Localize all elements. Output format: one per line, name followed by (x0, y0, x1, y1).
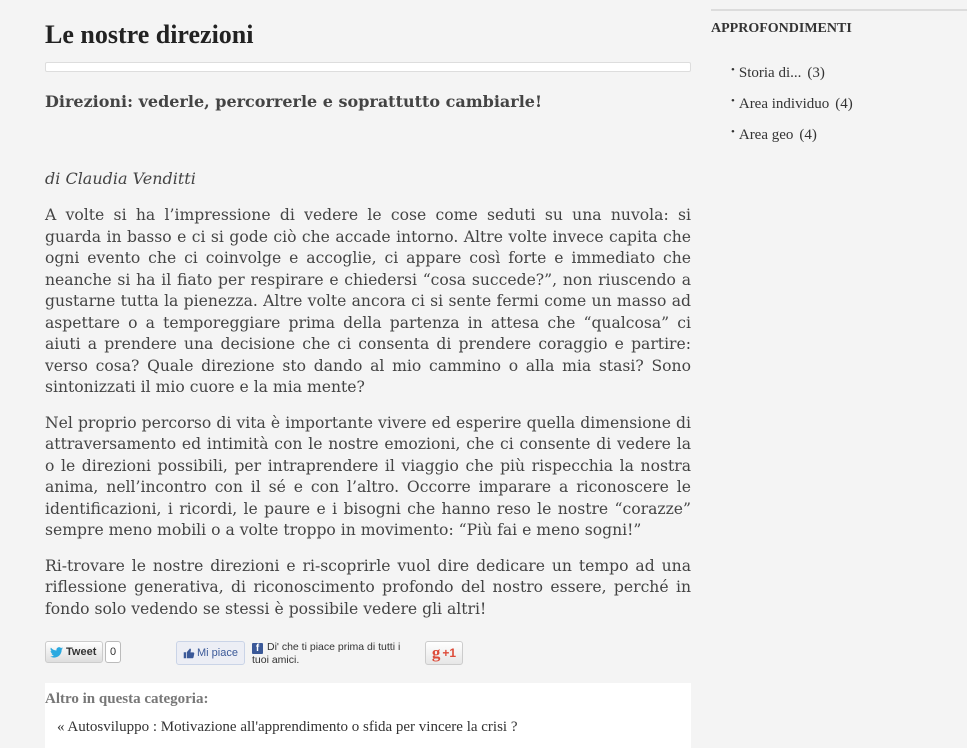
related-articles-box (45, 683, 691, 748)
twitter-bird-icon (50, 647, 63, 658)
sidebar-item-area-geo[interactable] (731, 122, 853, 153)
social-share-bar (45, 641, 691, 667)
tweet-count: 0 (105, 641, 121, 663)
google-plus-button[interactable] (425, 641, 463, 665)
tweet-button[interactable] (45, 641, 103, 663)
bullet-icon: • (731, 95, 735, 107)
title-divider (45, 62, 691, 72)
facebook-like-button[interactable] (176, 641, 245, 665)
page-title: Le nostre direzioni (45, 20, 254, 49)
sidebar-item-storia[interactable] (731, 60, 853, 91)
sidebar-list (731, 60, 853, 153)
sidebar-divider (711, 9, 967, 11)
facebook-like-note (252, 641, 412, 667)
sidebar-item-label: Storia di... (738, 65, 802, 81)
sidebar-item-label: Area individuo (738, 96, 830, 112)
gplus-label: +1 (442, 646, 457, 660)
tweet-label: Tweet (66, 646, 97, 658)
article-subtitle: Direzioni: vederle, percorrerle e soprattutto cambiarle! (45, 92, 542, 111)
sidebar-heading: APPROFONDIMENTI (711, 21, 852, 36)
bullet-icon: • (731, 126, 735, 138)
bullet-icon: • (731, 64, 735, 76)
thumbs-up-icon (183, 647, 195, 659)
like-label: Mi piace (197, 647, 238, 659)
previous-article-link[interactable]: « Autosviluppo : Motivazione all'apprendimento o sfida per vincere la crisi ? (57, 719, 518, 735)
sidebar-item-label: Area geo (738, 127, 794, 143)
article-paragraph: Nel proprio percorso di vita è importante vivere ed esperire quella dimensione di attraversamento ed intimità con le nostre emozioni, che ci consente di vedere la o le direzioni possibili, per intraprendere il viaggio che più rispecchia la nostra anima, nell’incontro con il sé e con l’altro. Occorre imparare a riconoscere le identificazioni, i ricordi, le paure e i bisogni che hanno reso le nostre “corazze” sempre meno mobili o a volte troppo in movimento: “Più fai e meno sogni!” (45, 413, 691, 539)
google-g-icon: g (431, 643, 441, 662)
article-author: di Claudia Venditti (45, 169, 196, 188)
related-heading: Altro in questa categoria: (45, 691, 209, 707)
article-paragraph: Ri-trovare le nostre direzioni e ri-scoprirle vuol dire dedicare un tempo ad una riflessione generativa, di riconoscimento profondo del nostro essere, perché in fondo solo vedendo se stessi è possibile vedere gli altri! (45, 556, 691, 618)
article-body (45, 205, 691, 634)
fb-note-text: Di' che ti piace prima di tutti i tuoi amici. (252, 641, 401, 666)
sidebar-item-count: (3) (807, 65, 825, 81)
sidebar-item-count: (4) (799, 127, 817, 143)
sidebar-item-count: (4) (835, 96, 853, 112)
sidebar-item-area-individuo[interactable] (731, 91, 853, 122)
article-paragraph: A volte si ha l’impressione di vedere le cose come seduti su una nuvola: si guarda in basso e ci si gode ciò che accade intorno. Altre volte invece capita che ogni evento che ci coinvolge e accoglie, ci appare così forte e immediato che neanche si ha il fiato per respirare e chiedersi “cosa succede?”, non riuscendo a gustarne tutta la pienezza. Altre volte ancora ci si sente fermi come un masso ad aspettare o a temporeggiare prima della partenza in attesa che “qualcosa” ci aiuti a prendere una decisione che ci consenta di prendere coraggio e partire: verso cosa? Quale direzione sto dando al mio cammino o alla mia stasi? Sono sintonizzati il mio cuore e la mia mente? (45, 206, 691, 396)
facebook-icon: f (252, 643, 263, 654)
